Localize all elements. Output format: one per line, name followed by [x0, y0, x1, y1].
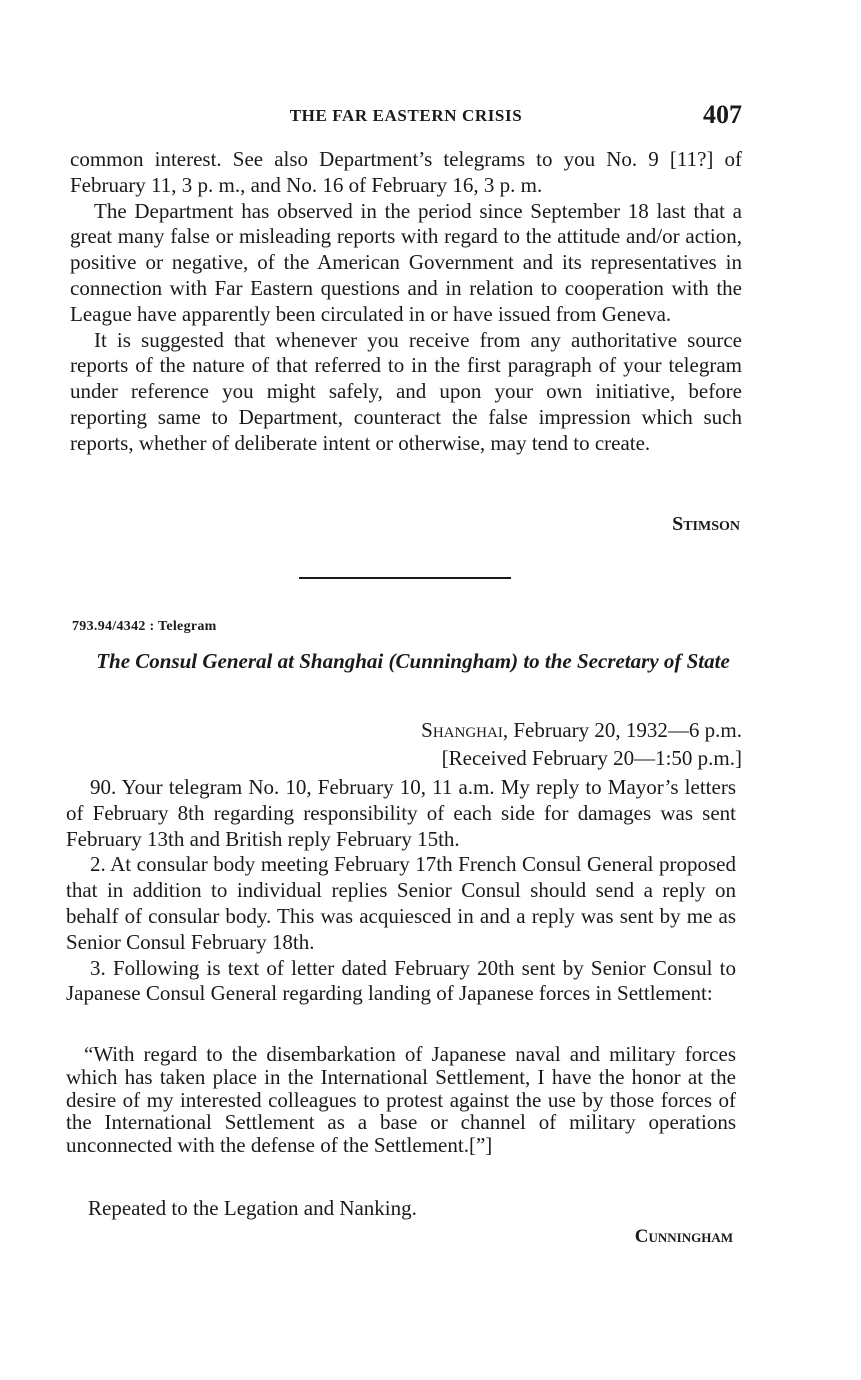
quoted-letter — [66, 1043, 736, 1157]
section1-body — [70, 147, 742, 457]
dateline — [421, 716, 742, 772]
dateline-city: Shanghai, — [421, 718, 509, 742]
document-title: The Consul General at Shanghai (Cunningham) to the Secretary of State — [96, 649, 730, 673]
quote-text: “With regard to the disembarkation of Japanese naval and military forces which has taken place in the International Settlement, I have the honor at the desire of my interested colleagues to protest against the use by those forces of the International Settlement as a base or channel of military operations unconnected with the defense of the Settlement.[”] — [66, 1042, 736, 1158]
paragraph: It is suggested that whenever you receive from any authoritative source reports of the nature of that referred to in the first paragraph of your telegram under reference you might safely, and upon your own initiative, before reporting same to Department, counteract the false impression which such reports, whether of deliberate intent or otherwise, may tend to create. — [70, 327, 742, 455]
dateline-date: February 20, 1932—6 p.m. — [508, 718, 742, 742]
file-reference: 793.94/4342 : Telegram — [72, 619, 217, 634]
section2-body — [66, 775, 736, 1007]
paragraph: 90. Your telegram No. 10, February 10, 11 a.m. My reply to Mayor’s letters of February 8th regarding responsibility of each side for damages was sent February 13th and British reply February 15th. — [66, 775, 736, 851]
signature-stimson: Stimson — [672, 513, 740, 535]
paragraph-continuation: common interest. See also Department’s telegrams to you No. 9 [11?] of February 11, 3 p. m., and No. 16 of February 16, 3 p. m. — [70, 147, 742, 197]
repeated-note: Repeated to the Legation and Nanking. — [88, 1196, 417, 1220]
paragraph: The Department has observed in the period since September 18 last that a great many false or misleading reports with regard to the attitude and/or action, positive or negative, of the American Government and its representatives in connection with Far Eastern questions and in relation to cooperation with the League have apparently been circulated in or have issued from Geneva. — [70, 198, 742, 326]
running-title: THE FAR EASTERN CRISIS — [289, 106, 523, 125]
paragraph: 3. Following is text of letter dated February 20th sent by Senior Consul to Japanese Consul General regarding landing of Japanese forces in Settlement: — [66, 955, 736, 1006]
paragraph: 2. At consular body meeting February 17th French Consul General proposed that in addition to individual replies Senior Consul should send a reply on behalf of consular body. This was acquiesced in and a reply was sent by me as Senior Consul February 18th. — [66, 852, 736, 954]
signature-cunningham: Cunningham — [634, 1226, 733, 1247]
running-head — [70, 100, 742, 132]
page-number: 407 — [703, 100, 742, 129]
section-divider — [299, 577, 511, 579]
dateline-sent — [421, 716, 742, 744]
dateline-received: [Received February 20—1:50 p.m.] — [441, 746, 742, 770]
